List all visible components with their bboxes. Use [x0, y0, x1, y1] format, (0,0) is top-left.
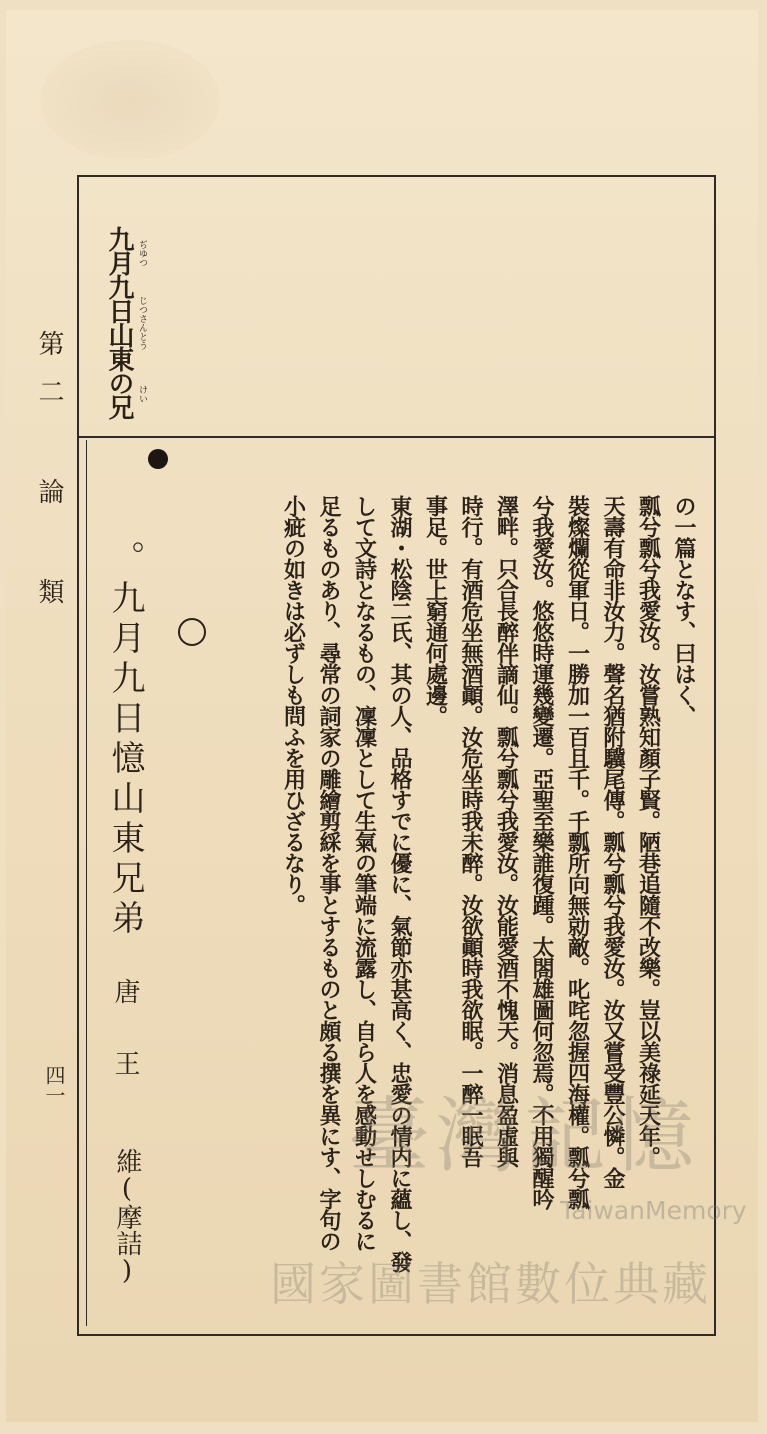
body-line: 裝燦爛從軍日。一勝加一百且千。千瓢所向無勍敵。叱咤忽握四海權。瓢兮瓢 — [564, 495, 591, 1209]
frame-inner-rule — [86, 440, 87, 1326]
body-line: 澤畔。只合長醉伴謫仙。瓢兮瓢兮我愛汝。汝能愛酒不愧天。消息盈虛與 — [493, 495, 520, 1167]
body-line: 事足。世上窮通何處邊。 — [422, 495, 449, 726]
body-line: 時行。有酒危坐無酒顚。汝危坐時我未醉。汝欲顚時我欲眠。一醉一眠吾 — [458, 495, 484, 1167]
body-line: して文詩となるもの、凜凜として生氣の筆端に流露し、自ら人を感動せしむるに — [351, 495, 378, 1251]
furigana-reading: けい — [137, 385, 147, 403]
watermark-subtitle: 國家圖書館數位典藏 — [270, 1257, 711, 1311]
watermark-english: TaiwanMemory — [560, 1196, 747, 1225]
poem-author: 唐 王 — [110, 978, 140, 1084]
running-head: 第二 論 類 — [34, 330, 64, 626]
page-number: 四一 — [42, 1065, 66, 1105]
paper-stain — [40, 40, 220, 160]
body-line: 兮我愛汝。悠悠時運幾變遷。亞聖至樂誰復踵。太閤雄圖何忽焉。不用獨醒吟 — [529, 495, 555, 1209]
upper-label: 九月九日山東の兄 — [104, 226, 134, 418]
poem-author-name: 維(摩詰) — [112, 1148, 142, 1286]
body-line: 小疵の如きは必ずしも問ふを用ひざるなり。 — [280, 495, 307, 915]
circle-mark — [178, 618, 206, 646]
watermark-title: 臺灣記憶 — [348, 1089, 701, 1184]
body-text — [255, 495, 695, 1315]
frame-divider — [77, 436, 716, 438]
body-line: 東湖・松陰二氏、其の人、品格すでに優に、氣節亦甚高く、忠愛の情内に蘊し、發 — [387, 495, 413, 1272]
furigana-reading: じつさんとう — [137, 296, 147, 350]
body-line: の一篇となす、曰はく、 — [671, 495, 697, 726]
furigana-reading: ぢゆつ — [137, 240, 147, 267]
ink-blot — [148, 449, 168, 469]
body-line: 瓢兮瓢兮我愛汝。汝嘗熟知顏子賢。陋巷追隨不改樂。豈以美祿延天年。 — [635, 495, 662, 1167]
body-line: 天壽有命非汝力。聲名猶附驥尾傳。瓢兮瓢兮我愛汝。汝又嘗受豐公憐。金 — [600, 495, 626, 1188]
poem-title: 。九月九日憶山東兄弟 — [105, 540, 145, 940]
body-line: 足るものあり、尋常の詞家の雕繪剪綵を事とするものと頗る撰を異にす、字句の — [316, 495, 342, 1251]
